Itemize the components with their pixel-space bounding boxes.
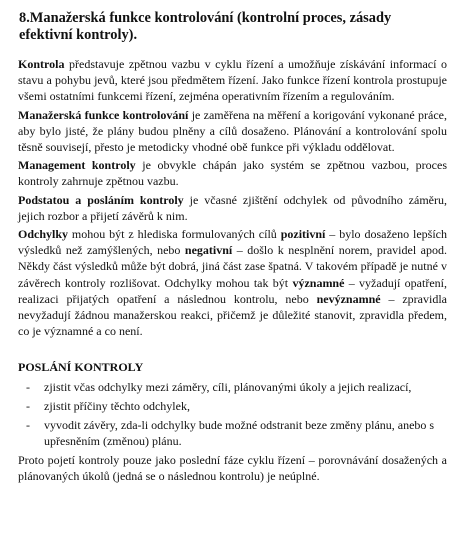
paragraph-text: je obvykle chápán jako systém se zpětnou vazbou, proces kontroly zahrnuje zpětnou vazbu. xyxy=(18,158,447,189)
term-kontrola: Kontrola xyxy=(18,57,65,71)
term-management-kontroly: Management kontroly xyxy=(18,158,136,173)
paragraph-text: je zaměřena na měření a korigování vykonané práce, aby bylo jisté, že plány budou plněny a cílů dosaženo. Plánování a kontrolování spolu těsně souvisejí, přesto je metodicky vhodné obě funkce při výkladu oddělovat. xyxy=(18,107,447,155)
paragraph-text: – vyžadují opatření, realizaci přijatých opatření a následnou kontrolu, nebo xyxy=(18,275,448,306)
paragraph-closing: Proto pojetí kontroly pouze jako poslední fáze cyklu řízení – porovnávání dosažených a plánovaných úkolů (jedná se o následnou kontrolu) je neúplné. xyxy=(18,452,447,484)
paragraph-odchylky xyxy=(18,226,447,339)
bullet-dash: - xyxy=(26,399,30,414)
list-item-text: vyvodit závěry, zda-li odchylky bude možné odstranit beze změny plánu, anebo s upřesněním (změnou) plánu. xyxy=(44,417,435,449)
paragraph-text: – bylo dosaženo lepších výsledků než zamýšlených, nebo xyxy=(18,227,447,258)
term-odchylky: Odchylky xyxy=(18,227,69,242)
bullet-list xyxy=(18,379,447,449)
paragraph-text: – zpravidla nevyžadují žádnou manažerskou reakci, přičemž je důležité stanovit, zpravidla předem, co je významné a co není. xyxy=(18,291,447,339)
term-manazerska-funkce: Manažerská funkce kontrolování xyxy=(18,107,189,122)
term-nevyznamne: nevýznamné xyxy=(316,291,381,306)
list-item-text: zjistit včas odchylky mezi záměry, cíli, plánovanými úkoly a jejich realizací, xyxy=(44,380,412,395)
title-line-2: efektivní kontroly). xyxy=(19,27,138,43)
title-line-1: 8.Manažerská funkce kontrolování (kontrolní proces, zásady xyxy=(19,10,392,26)
paragraph-manazerska-funkce xyxy=(18,107,447,156)
section-heading-poslani: POSLÁNÍ KONTROLY xyxy=(18,360,144,375)
list-item xyxy=(18,379,447,396)
list-item-text: zjistit příčiny těchto odchylek, xyxy=(44,399,190,414)
bullet-dash: - xyxy=(26,380,30,395)
term-pozitivni: pozitivní xyxy=(280,227,326,242)
paragraph-kontrola xyxy=(18,56,447,105)
list-item xyxy=(18,417,447,450)
bullet-dash: - xyxy=(26,417,30,432)
paragraph-text: mohou být z hlediska formulovaných cílů xyxy=(68,227,281,242)
paragraph-text: představuje zpětnou vazbu v cyklu řízení a umožňuje získávání informací o stavu a pohybu jevů, které jsou předmětem řízení. Jako funkce řízení kontrola prostupuje všemi ostatními funkcemi řízení, zejména operativním řízením a regulováním. xyxy=(18,57,447,104)
paragraph-podstata xyxy=(18,192,447,224)
paragraph-management-kontroly xyxy=(18,157,447,189)
term-podstata: Podstatou a posláním kontroly xyxy=(18,192,184,207)
term-negativni: negativní xyxy=(184,243,233,258)
paragraph-text: – došlo k nesplnění norem, pravidel apod. Někdy část výsledků může být dobrá, jiná část zase špatná. V takovém případě je nutné v závěrech kontroly rozlišovat. Odchylky mohou tak být xyxy=(18,243,447,290)
term-vyznamne: významné xyxy=(292,275,345,290)
paragraph-text: je včasné zjištění odchylek od původního záměru, jejich rozbor a přijetí závěrů k nim. xyxy=(18,192,447,223)
page-title xyxy=(18,10,447,44)
list-item xyxy=(18,398,447,415)
